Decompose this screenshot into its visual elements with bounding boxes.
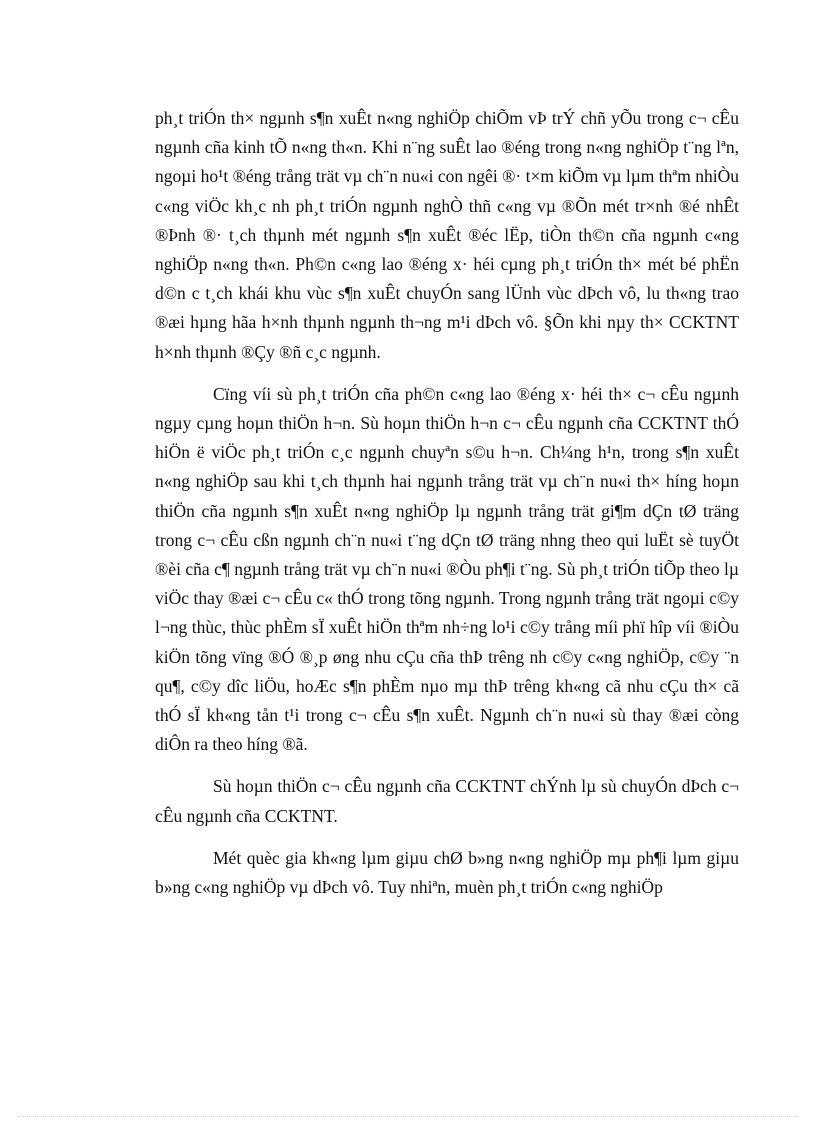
paragraph-4: Mét quèc gia kh«ng lµm giµu chØ b»ng n«ng nghiÖp mµ ph¶i lµm giµu b»ng c«ng nghiÖp vµ dÞch vô. Tuy nhiªn, muèn ph¸t triÓn c«ng nghiÖp	[155, 847, 739, 898]
page-bottom-divider	[18, 1116, 798, 1117]
body-text	[155, 104, 739, 915]
paragraph-3: Sù hoµn thiÖn c¬ cÊu ngµnh cña CCKTNT chÝnh lµ sù chuyÓn dÞch c¬ cÊu ngµnh cña CCKTNT.	[155, 776, 739, 826]
paragraph-2: Cïng víi sù ph¸t triÓn cña ph©n c«ng lao ®éng x· héi th× c¬ cÊu ngµnh ngµy cµng hoµn thiÖn h¬n. Sù hoµn thiÖn h¬n c¬ cÊu ngµnh cña CCKTNT thÓ hiÖn ë viÖc ph¸t triÓn c¸c ngµnh chuyªn s©u h¬n. Ch¼ng h¹n, trong s¶n xuÊt n«ng nghiÖp sau khi t¸ch thµnh hai ngµnh trång trät vµ ch¨n nu«i th× híng hoµn thiÖn cña ngµnh s¶n xuÊt n«ng nghiÖp lµ ngµnh trång trät gi¶m dÇn tØ träng trong c¬ cÊu cßn ngµnh ch¨n nu«i t¨ng dÇn tØ träng nhng theo qui luËt sè tuyÖt ®èi cña c¶ ngµnh trång trät vµ ch¨n nu«i ®Òu ph¶i t¨ng. Sù ph¸t triÓn tiÕp theo lµ viÖc thay ®æi c¬ cÊu c« thÓ trong tõng ngµnh. Trong ngµnh trång trät ngoµi c©y l¬ng thùc, thùc phÈm sÏ xuÊt hiÖn thªm nh÷ng lo¹i c©y trång míi phï hîp víi ®iÒu kiÖn tõng vïng ®Ó ®¸p øng nhu cÇu cña thÞ trêng nh c©y c«ng nghiÖp, c©y ¨n qu¶, c©y dîc liÖu, hoÆc s¶n phÈm nµo mµ thÞ trêng kh«ng cã nhu cÇu th× cã thÓ sÏ kh«ng tån t¹i trong c¬ cÊu s¶n xuÊt. Ngµnh ch¨n nu«i sù thay ®æi còng diÔn ra theo híng ®ã.	[155, 383, 739, 755]
paragraph-1: ph¸t triÓn th× ngµnh s¶n xuÊt n«ng nghiÖp chiÕm vÞ trÝ chñ yÕu trong c¬ cÊu ngµnh cña kinh tÕ n«ng th«n. Khi n¨ng suÊt lao ®éng trong n«ng nghiÖp t¨ng lªn, ngoµi ho¹t ®éng trång trät vµ ch¨n nu«i con ngêi ®· t×m kiÕm vµ lµm thªm nhiÒu c«ng viÖc kh¸c nh ph¸t triÓn ngµnh nghÒ thñ c«ng vµ ®Õn mét tr×nh ®é nhÊt ®Þnh ®· t¸ch thµnh mét ngµnh s¶n xuÊt ®éc lËp, tiÒn th©n cña ngµnh c«ng nghiÖp n«ng th«n. Ph©n c«ng lao ®éng x· héi cµng ph¸t triÓn th× mét bé phËn d©n c t¸ch khái khu vùc s¶n xuÊt chuyÓn sang lÜnh vùc dÞch vô, lu th«ng trao ®æi hµng hãa h×nh thµnh ngµnh th¬ng m¹i dÞch vô. §Õn khi nµy th× CCKTNT h×nh thµnh ®Çy ®ñ c¸c ngµnh.	[155, 108, 739, 362]
